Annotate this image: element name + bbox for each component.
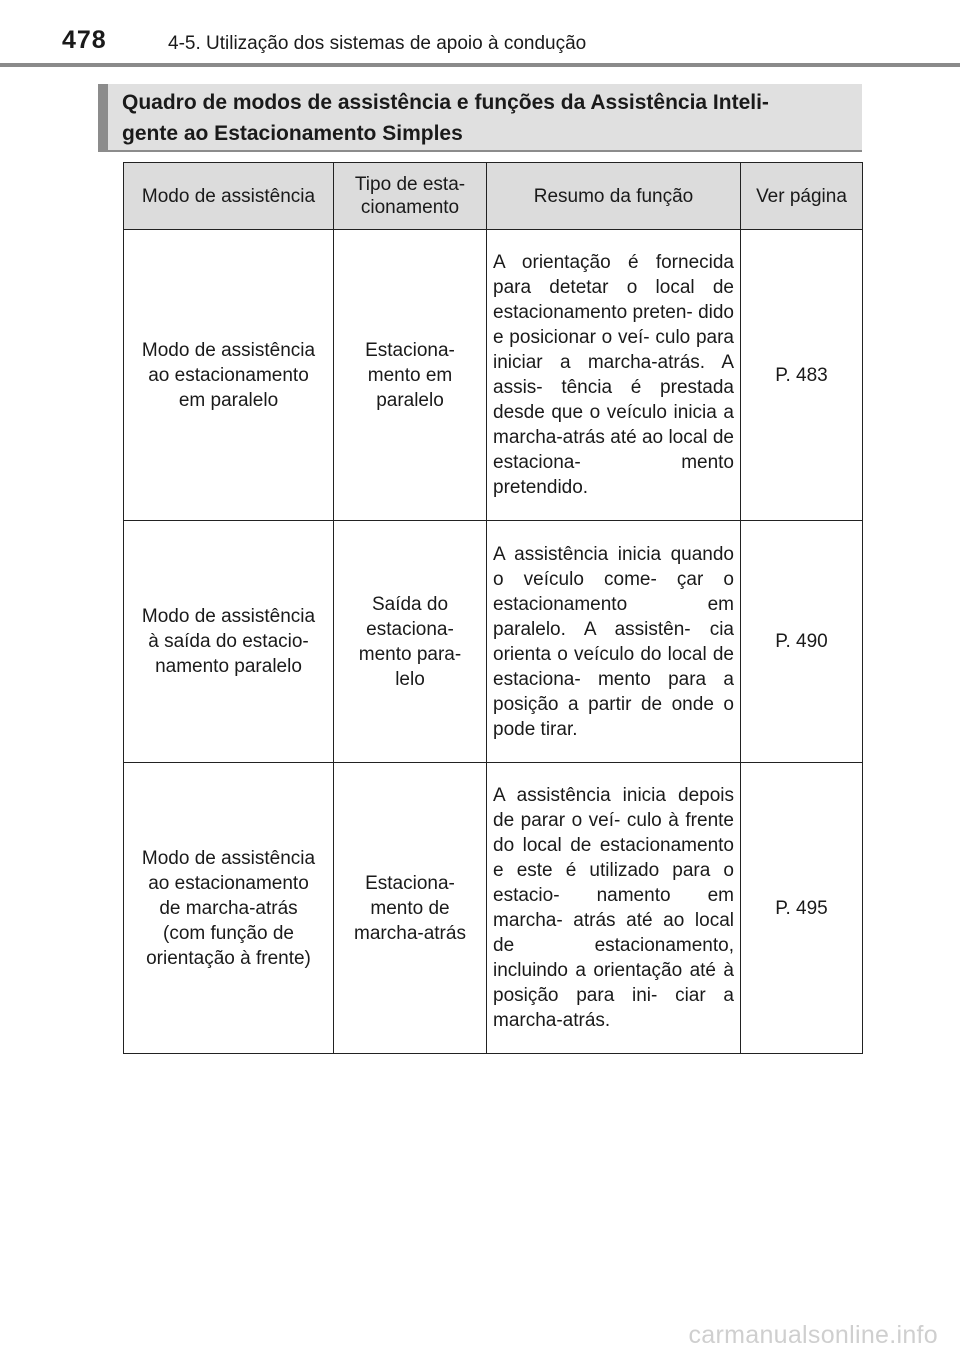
- header-type: Tipo de esta- cionamento: [334, 163, 487, 230]
- table-row: [124, 521, 863, 763]
- section-title-box: [98, 84, 862, 152]
- type-cell: Estaciona- mento de marcha-atrás: [334, 763, 487, 1054]
- header-page: Ver página: [741, 163, 863, 230]
- mode-cell: Modo de assistência à saída do estacio- namento paralelo: [124, 521, 334, 763]
- page-number: 478: [62, 26, 107, 54]
- running-header: 4-5. Utilização dos sistemas de apoio à condução: [168, 33, 587, 54]
- table-row: [124, 763, 863, 1054]
- header-rule: [0, 63, 960, 67]
- type-cell: Saída do estaciona- mento para- lelo: [334, 521, 487, 763]
- table-header-row: [124, 163, 863, 230]
- mode-cell: Modo de assistência ao estacionamento de marcha-atrás (com função de orientação à frente): [124, 763, 334, 1054]
- summary-cell: A orientação é fornecida para detetar o local de estacionamento preten- dido e posicionar o veí- culo para iniciar a marcha-atrás. A assis- tência é prestada desde que o veículo inicia a marcha-atrás até ao local de estaciona- mento pretendido.: [487, 230, 741, 521]
- summary-cell: A assistência inicia quando o veículo come- çar o estacionamento em paralelo. A assistên- cia orienta o veículo do local de estaciona- mento para a posição a partir de onde o pode tirar.: [487, 521, 741, 763]
- assistance-modes-table: [123, 162, 863, 1054]
- page-ref-cell: P. 483: [741, 230, 863, 521]
- mode-cell: Modo de assistência ao estacionamento em paralelo: [124, 230, 334, 521]
- header-summary: Resumo da função: [487, 163, 741, 230]
- section-title: Quadro de modos de assistência e funções da Assistência Inteli- gente ao Estacionamento Simples: [122, 91, 769, 145]
- watermark: carmanualsonline.info: [688, 1321, 938, 1349]
- page-ref-cell: P. 495: [741, 763, 863, 1054]
- table-row: [124, 230, 863, 521]
- header-mode: Modo de assistência: [124, 163, 334, 230]
- summary-cell: A assistência inicia depois de parar o veí- culo à frente do local de estacionamento e este é utilizado para o estacio- namento em marcha- atrás até ao local de estacionamento, incluindo a orientação até à posição para ini- ciar a marcha-atrás.: [487, 763, 741, 1054]
- type-cell: Estaciona- mento em paralelo: [334, 230, 487, 521]
- page-ref-cell: P. 490: [741, 521, 863, 763]
